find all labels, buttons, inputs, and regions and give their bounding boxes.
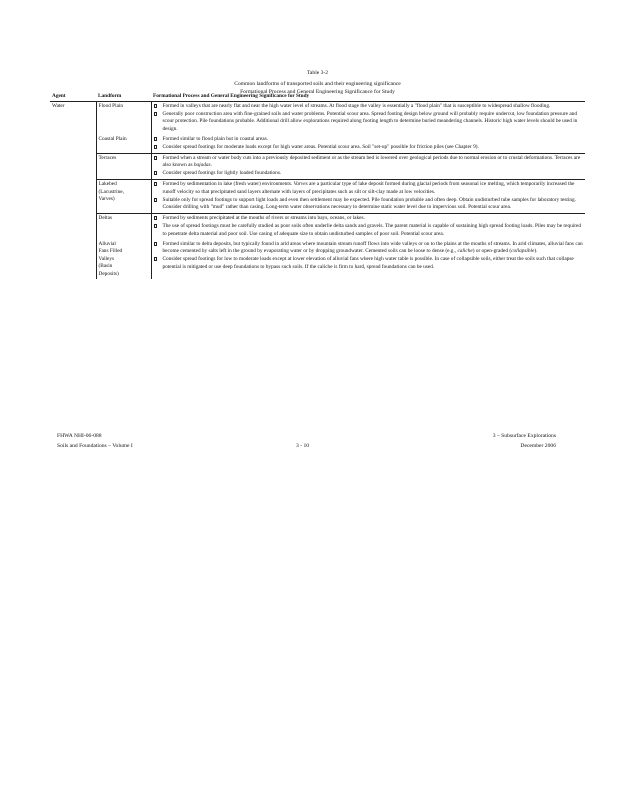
agent-cell [50,240,96,280]
table-row [50,180,585,214]
header-agent: Agent [50,93,96,101]
table-row [50,240,585,280]
agent-cell [50,214,96,240]
landforms-table [50,93,585,279]
list-item: Suitable only for spread footings to support light loads and even then settlement may be expected. Pile foundation probable and often deep. Obtain undisturbed tube samples for laboratory testing. Consider drilling with "mud" rather than casing. Long-term water observations necessary to determine static water level due to impervious soil. Potential scour area. [154,197,584,212]
table-header-row [50,93,585,101]
checkbox-bullet-icon [154,145,158,149]
landform-cell: Lakebed (Lacustrine, Varves) [96,180,151,214]
significance-cell [151,180,585,214]
list-item: Formed by sedimentation in lake (fresh water) environments. Varves are a particular type of lake deposit formed during glacial periods from seasonal ice melting, which temporarily increased the runoff velocity so that precipitated sand layers alternate with layers of precipitates such as silt or silt-clay made at low velocities. [154,181,584,196]
list-item: Consider spread footings for moderate loads except for high water areas. Potential scour area. Soil "set-up" possible for friction piles (see Chapter 9). [154,144,584,152]
list-item: Generally poor construction area with fine-grained soils and water problems. Potential scour area. Spread footing design below ground will probably require undercut, low foundation pressure and scour protection. Pile foundations probable. Additional drill allow explorations required along footing length to determine buried meandering channels. Historic high water levels should be used in design. [154,111,584,134]
landform-cell: Flood Plain [96,101,151,135]
checkbox-bullet-icon [154,171,158,175]
header-significance: Formational Process and General Engineering Significance for Study [151,93,585,101]
landform-cell: Alluvial Fans Filled Valleys (Basin Deposits) [96,240,151,280]
agent-cell [50,153,96,180]
table-title: Common landforms of transported soils and their engineering significance [234,81,401,87]
table-row [50,153,585,180]
landform-cell: Deltas [96,214,151,240]
table-row [50,135,585,154]
checkbox-bullet-icon [154,112,158,116]
agent-cell [50,180,96,214]
footer-page-number: 3 - 10 [296,443,310,449]
footer-date: December 2006 [520,443,556,449]
list-item: Consider spread footings for low to moderate loads except at lower elevation of alluvial fans where high water table is possible. In case of collapsible soils, either treat the soils such that collapse potential is mitigated or use deep foundations to bypass such soils. If the caliche is firm to hard, spread foundations can be used. [154,256,584,271]
landform-cell: Coastal Plain [96,135,151,154]
table-row [50,214,585,240]
checkbox-bullet-icon [154,137,158,141]
landform-cell: Terraces [96,153,151,180]
checkbox-bullet-icon [154,182,158,186]
checkbox-bullet-icon [154,104,158,108]
significance-cell [151,240,585,280]
agent-cell: Water [52,102,65,109]
list-item: Consider spread footings for lightly loaded foundations. [154,170,584,178]
list-item: Formed when a stream or water body cuts into a previously deposited sediment or as the stream bed is lowered over geological periods due to normal erosion or to crustal deformations. Terraces are also known as bajadas. [154,155,584,170]
checkbox-bullet-icon [154,257,158,261]
footer-report-number: FHWA NHI-06-088 [57,433,102,439]
checkbox-bullet-icon [154,216,158,220]
header-landform: Landform [96,93,151,101]
checkbox-bullet-icon [154,242,158,246]
list-item: Formed in valleys that are nearly flat and near the high water level of streams. At flood stage the valley is essentially a "flood plain" that is susceptible to widespread shallow flooding. [154,103,584,111]
significance-cell [151,135,585,154]
table-number: Table 3-2 [306,70,329,76]
significance-cell [151,101,585,135]
list-item: Formed similar to delta deposits, but typically found in arid areas where mountain stream runoff flows into wide valleys or on to the plains at the mouths of streams. In arid climates, alluvial fans can become cemented by salts left in the ground by evaporating water or by dropping groundwater. Cemented soils can be loose to dense (e.g., caliche) or open-graded (collapsible). [154,241,584,256]
footer-chapter: 3 – Subsurface Explorations [492,433,556,439]
checkbox-bullet-icon [154,156,158,160]
checkbox-bullet-icon [154,198,158,202]
list-item: Formed similar to flood plain but in coastal areas. [154,136,584,144]
agent-cell [50,135,96,154]
significance-cell [151,214,585,240]
table-row [50,101,585,135]
significance-cell [151,153,585,180]
table-subtitle: Formational Process and General Engineering Significance for Study [240,89,395,95]
list-item: Formed by sediments precipitated at the mouths of rivers or streams into bays, oceans, or lakes. [154,215,584,223]
list-item: The use of spread footings must be carefully studied as poor soils often underlie delta sands and gravels. The parent material is capable of sustaining high spread footing loads. Piles may be required to penetrate delta material and poor soil. Use casing of adequate size to obtain undisturbed samples of poor soil. Potential scour area. [154,223,584,238]
footer-volume: Soils and Foundations – Volume I [57,443,133,449]
checkbox-bullet-icon [154,224,158,228]
